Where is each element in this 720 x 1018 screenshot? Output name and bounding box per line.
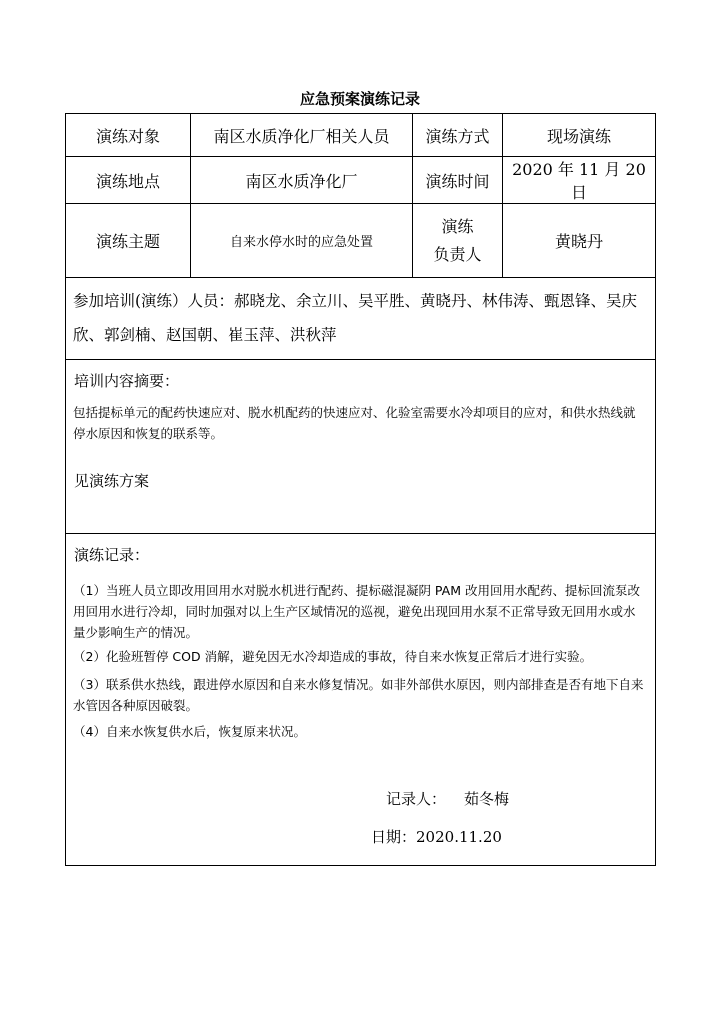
- record-item-2: （2）化验班暂停 COD 消解，避免因无水冷却造成的事故，待自来水恢复正常后才进行实验。: [73, 649, 593, 664]
- record-heading: 演练记录：: [74, 546, 150, 564]
- place-value: 南区水质净化厂: [191, 157, 413, 204]
- leader-value: 黄晓丹: [503, 204, 656, 278]
- row-object: [66, 114, 656, 157]
- record-section: [66, 534, 656, 866]
- row-training: [66, 360, 656, 534]
- record-item-4: （4）自来水恢复供水后，恢复原来状况。: [73, 724, 306, 739]
- leader-label-line1: 演练: [441, 216, 474, 236]
- row-record: [66, 534, 656, 866]
- row-participants: [66, 278, 656, 360]
- training-heading: 培训内容摘要：: [74, 372, 180, 390]
- date-line: [371, 826, 502, 847]
- object-value: 南区水质净化厂相关人员: [191, 114, 413, 157]
- date-value: 2020.11.20: [416, 828, 502, 846]
- time-value: 2020 年 11 月 20 日: [503, 157, 656, 204]
- theme-value: 自来水停水时的应急处置: [191, 204, 413, 278]
- participants-text: 参加培训(演练）人员：郝晓龙、余立川、吴平胜、黄晓丹、林伟涛、甄恩锋、吴庆欣、郭剑楠、赵国朝、崔玉萍、洪秋萍: [66, 278, 656, 360]
- leader-label-line2: 负责人: [433, 244, 482, 264]
- training-text: 包括提标单元的配药快速应对、脱水机配药的快速应对、化验室需要水冷却项目的应对，和供水热线就停水原因和恢复的联系等。: [73, 405, 636, 441]
- training-section: [66, 360, 656, 534]
- recorder-line: [386, 788, 509, 809]
- record-item-1: （1）当班人员立即改用回用水对脱水机进行配药、提标磁混凝阴 PAM 改用回用水配药、提标回流泵改用回用水进行冷却，同时加强对以上生产区域情况的巡视，避免出现回用水泵不正常导致无回用水或水量少影响生产的情况。: [73, 583, 640, 640]
- row-theme: [66, 204, 656, 278]
- theme-label: 演练主题: [66, 204, 191, 278]
- method-value: 现场演练: [503, 114, 656, 157]
- row-place-time: [66, 157, 656, 204]
- record-item-3: （3）联系供水热线，跟进停水原因和自来水修复情况。如非外部供水原因，则内部排查是否有地下自来水管因各种原因破裂。: [73, 677, 644, 713]
- drill-record-table: [65, 113, 656, 866]
- time-label: 演练时间: [413, 157, 503, 204]
- leader-label: [413, 204, 503, 278]
- place-label: 演练地点: [66, 157, 191, 204]
- recorder-label: 记录人：: [386, 790, 447, 808]
- date-label: 日期：: [371, 828, 417, 846]
- method-label: 演练方式: [413, 114, 503, 157]
- document-title: 应急预案演练记录: [299, 90, 420, 108]
- object-label: 演练对象: [66, 114, 191, 157]
- recorder-name: 茹冬梅: [464, 790, 510, 808]
- training-see-plan: 见演练方案: [74, 472, 150, 490]
